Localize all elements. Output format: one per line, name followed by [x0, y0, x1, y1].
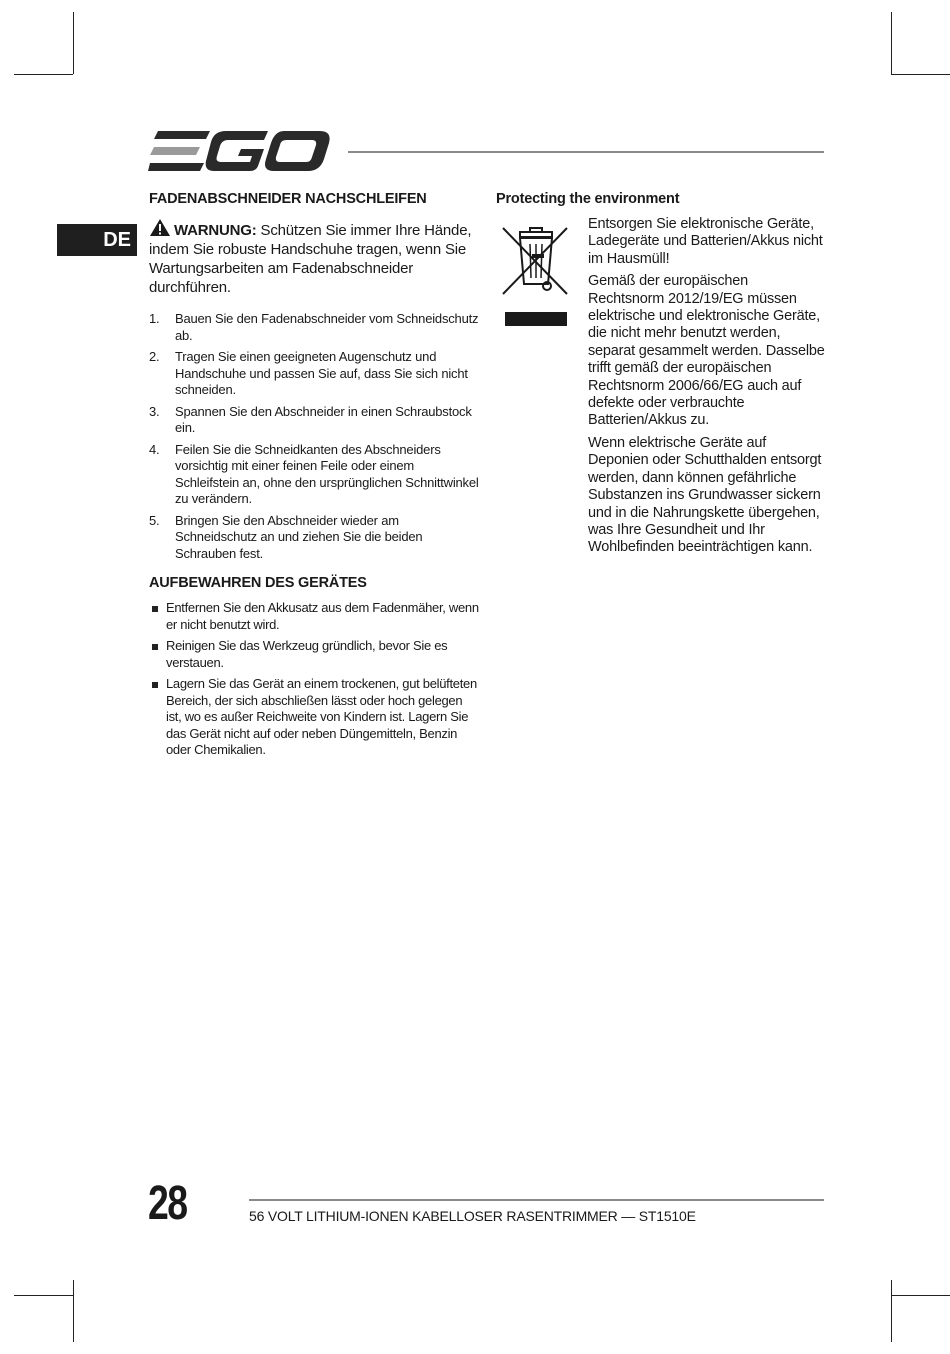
- crop-mark: [891, 1280, 892, 1342]
- list-item: [149, 404, 479, 437]
- crop-mark: [891, 1295, 950, 1296]
- section-title-storage: AUFBEWAHREN DES GERÄTES: [149, 575, 367, 591]
- step-number: 5.: [149, 512, 160, 528]
- list-item: [149, 311, 479, 344]
- section-title-environment: Protecting the environment: [496, 191, 680, 207]
- ego-logo: [148, 128, 332, 174]
- header-rule: [348, 151, 824, 153]
- crop-mark: [14, 1295, 73, 1296]
- list-item: [149, 349, 479, 399]
- page-number: 28: [148, 1177, 187, 1230]
- warning-triangle-icon: [149, 218, 171, 237]
- crop-mark: [73, 1280, 74, 1342]
- step-number: 2.: [149, 349, 160, 364]
- warning-text: Schützen Sie immer Ihre Hände, indem Sie robuste Handschuhe tragen, wenn Sie Wartungsarbeiten am Fadenabschneider durchführen.: [149, 222, 472, 296]
- sharpen-steps: [149, 311, 479, 562]
- crop-mark: [73, 12, 74, 74]
- language-tab: DE: [57, 224, 137, 256]
- footer-rule: [249, 1199, 824, 1201]
- step-number: 3.: [149, 403, 160, 419]
- section-title-sharpen: FADENABSCHNEIDER NACHSCHLEIFEN: [149, 191, 427, 207]
- step-text: Feilen Sie die Schneidkanten des Abschneiders vorsichtig mit einer feinen Feile oder einem Schleifstein an, ohne den ursprünglichen Schnittwinkel zu verändern.: [175, 441, 479, 506]
- list-item: [149, 513, 479, 563]
- step-text: Tragen Sie einen geeigneten Augenschutz und Handschuhe und passen Sie auf, dass Sie sich nicht schneiden.: [175, 349, 468, 397]
- step-text: Spannen Sie den Abschneider in einen Schraubstock ein.: [175, 403, 472, 435]
- crossed-out-bin-icon: [498, 222, 572, 332]
- environment-block: [496, 216, 826, 557]
- crop-mark: [891, 74, 950, 75]
- list-item: Lagern Sie das Gerät an einem trockenen, gut belüfteten Bereich, der sich abschließen lässt oder hoch gelegen ist, wo es außer Reichweite von Kindern ist. Lagern Sie das Gerät nicht auf oder neben Düngemitteln, Benzin oder Chemikalien.: [149, 676, 479, 759]
- list-item: [149, 442, 479, 508]
- paragraph: Entsorgen Sie elektronische Geräte, Ladegeräte und Batterien/Akkus nicht im Hausmüll!: [588, 216, 823, 267]
- step-number: 4.: [149, 441, 160, 457]
- list-item: Entfernen Sie den Akkusatz aus dem Fadenmäher, wenn er nicht benutzt wird.: [149, 600, 479, 633]
- right-column: [496, 190, 826, 562]
- footer-product-line: 56 VOLT LITHIUM-IONEN KABELLOSER RASENTRIMMER — ST1510E: [249, 1208, 696, 1224]
- paragraph: Gemäß der europäischen Rechtsnorm 2012/19/EG müssen elektrische und elektronische Geräte, die nicht mehr benutzt werden, separat gesammelt werden. Dasselbe trifft gemäß der europäischen Rechtsnorm 2006/66/EG auch auf defekte oder verbrauchte Batterien/Akkus zu.: [588, 273, 825, 429]
- step-number: 1.: [149, 311, 160, 326]
- storage-bullets: [149, 600, 479, 759]
- list-item: Reinigen Sie das Werkzeug gründlich, bevor Sie es verstauen.: [149, 638, 479, 671]
- warning-label: WARNUNG:: [174, 222, 257, 239]
- crop-mark: [891, 12, 892, 74]
- step-text: Bauen Sie den Fadenabschneider vom Schneidschutz ab.: [175, 311, 479, 343]
- crop-mark: [14, 74, 73, 75]
- environment-text: [588, 216, 826, 557]
- step-text: Bringen Sie den Abschneider wieder am Schneidschutz an und ziehen Sie die beiden Schrauben fest.: [175, 512, 423, 561]
- left-column: [149, 190, 479, 764]
- warning-block: [149, 218, 479, 297]
- paragraph: Wenn elektrische Geräte auf Deponien oder Schutthalden entsorgt werden, dann können gefährliche Substanzen ins Grundwasser sickern und in die Nahrungskette übergehen, was Ihre Gesundheit und Ihr Wohlbefinden beeinträchtigen kann.: [588, 434, 822, 556]
